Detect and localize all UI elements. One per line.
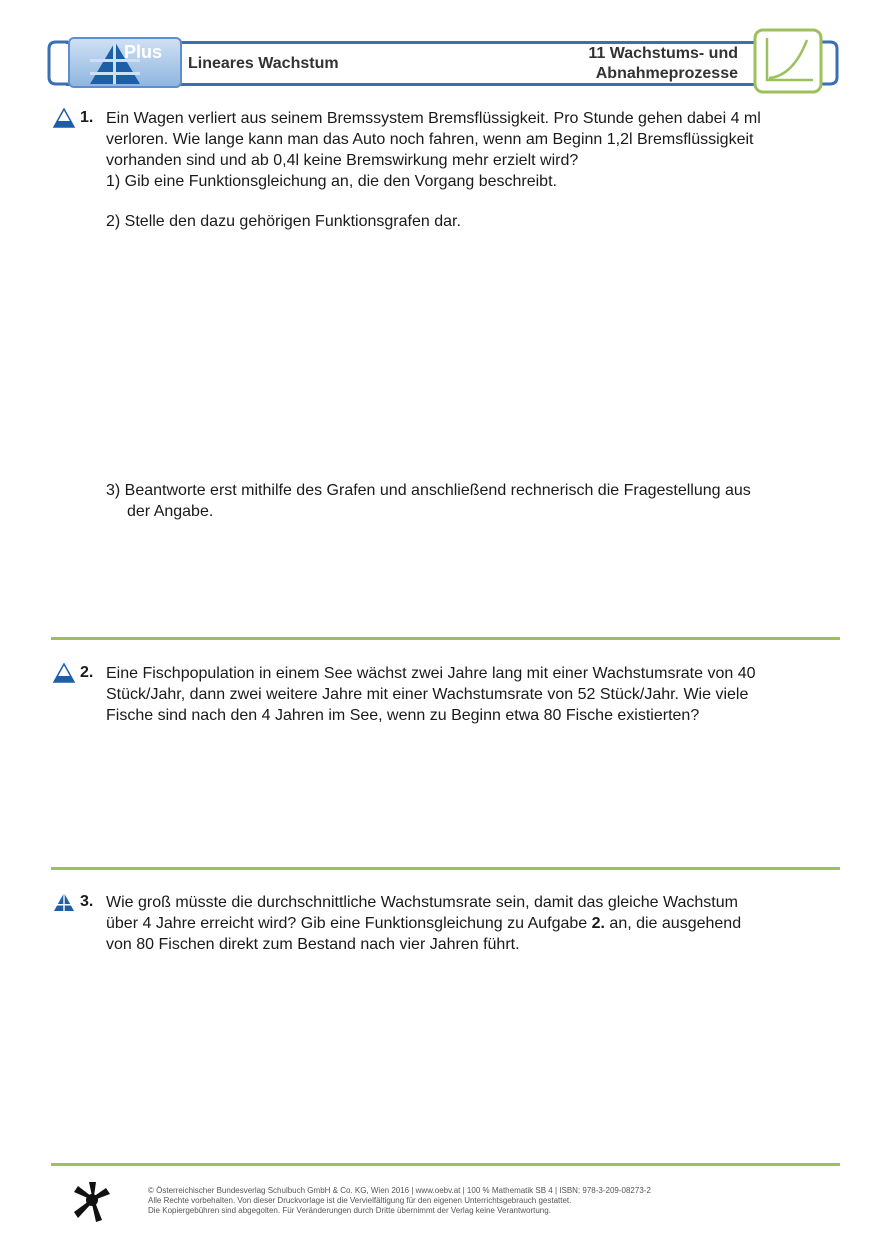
task-text-segment: an, die ausgehend — [604, 915, 742, 932]
footer-line: Die Kopiergebühren sind abgegolten. Für Veränderungen durch Dritte übernimmt der Verlag keine Verantwortung. — [148, 1206, 551, 1215]
page-title: Lineares Wachstum — [188, 55, 339, 72]
footer-line: © Österreichischer Bundesverlag Schulbuch GmbH & Co. KG, Wien 2016 | www.oebv.at | 100 % Mathematik SB 4 | ISBN: 978-3-209-08273-2 — [148, 1186, 651, 1195]
task-text-line: Eine Fischpopulation in einem See wächst zwei Jahre lang mit einer Wachstumsrate von 40 — [106, 665, 756, 682]
task-reference: 2. — [591, 915, 605, 932]
task-text-line: verloren. Wie lange kann man das Auto noch fahren, wenn am Beginn 1,2l Bremsflüssigkeit — [106, 131, 754, 148]
chapter-title-line1: 11 Wachstums- und — [588, 45, 738, 62]
pyramid-icon — [53, 892, 75, 912]
task-text-line: Ein Wagen verliert aus seinem Bremssystem Bremsflüssigkeit. Pro Stunde gehen dabei 4 ml — [106, 110, 761, 127]
growth-graph-icon — [753, 28, 823, 94]
task-text-segment: über 4 Jahre erreicht wird? Gib eine Funktionsgleichung zu Aufgabe — [106, 915, 592, 932]
pyramid-icon — [53, 663, 75, 683]
subquestion-2: 2) Stelle den dazu gehörigen Funktionsgrafen dar. — [106, 213, 461, 230]
task-2-statement — [106, 663, 846, 726]
section-divider — [51, 867, 840, 870]
chapter-title — [520, 44, 738, 84]
task-number: 1. — [80, 109, 94, 126]
subquestion-3 — [106, 480, 846, 522]
task-text-line: Stück/Jahr, dann zwei weitere Jahre mit einer Wachstumsrate von 52 Stück/Jahr. Wie viele — [106, 686, 749, 703]
task-text-line: von 80 Fischen direkt zum Bestand nach vier Jahren führt. — [106, 936, 520, 953]
header-bracket-left — [46, 40, 70, 86]
task-text-line: Wie groß müsste die durchschnittliche Wachstumsrate sein, damit das gleiche Wachstum — [106, 894, 738, 911]
task-text-line — [106, 913, 846, 934]
footer-line: Alle Rechte vorbehalten. Von dieser Druckvorlage ist die Vervielfältigung für den eigenen Unterrichtsgebrauch gestattet. — [148, 1196, 572, 1205]
footer-copyright — [148, 1186, 651, 1216]
plus-badge-label: Plus — [124, 42, 163, 62]
task-number: 3. — [80, 893, 94, 910]
footer-divider — [51, 1163, 840, 1166]
asterisk-logo-icon — [72, 1180, 112, 1222]
chapter-title-line2: Abnahmeprozesse — [595, 65, 738, 82]
section-divider — [51, 637, 840, 640]
task-1-statement — [106, 108, 846, 192]
subquestion-3-line1: 3) Beantworte erst mithilfe des Grafen und anschließend rechnerisch die Fragestellung aus — [106, 482, 751, 499]
task-number: 2. — [80, 664, 94, 681]
task-text-line: vorhanden sind und ab 0,4l keine Bremswirkung mehr erzielt wird? — [106, 152, 579, 169]
task-text-line: Fische sind nach den 4 Jahren im See, wenn zu Beginn etwa 80 Fische existierten? — [106, 707, 700, 724]
pyramid-icon — [53, 108, 75, 128]
task-3-statement — [106, 892, 846, 955]
subquestion-1: 1) Gib eine Funktionsgleichung an, die den Vorgang beschreibt. — [106, 173, 557, 190]
subquestion-3-line2: der Angabe. — [127, 503, 214, 520]
